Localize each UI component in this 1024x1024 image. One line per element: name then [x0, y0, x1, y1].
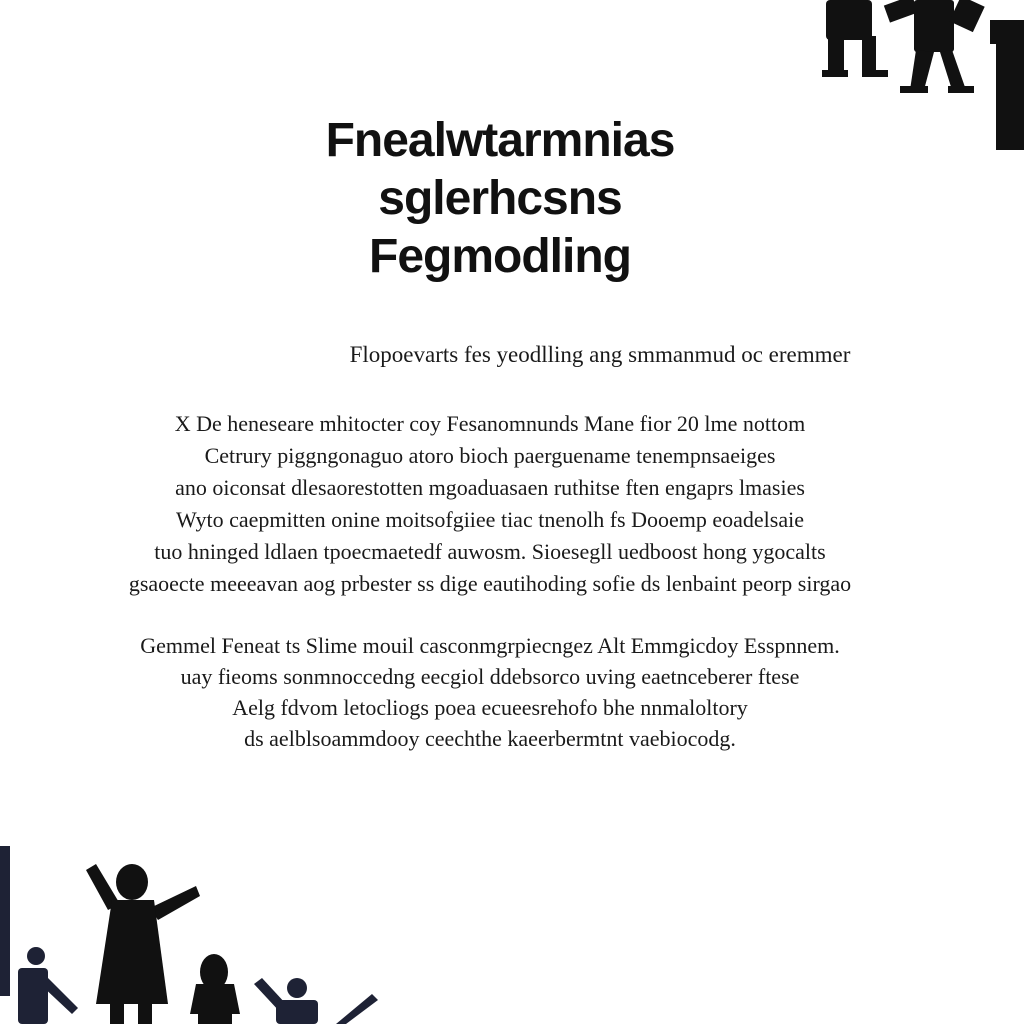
- paragraph-2-line: Aelg fdvom letocliogs poea ecueesrehofo bhe nnmaloltory: [232, 695, 748, 720]
- paragraph-2: [20, 630, 960, 754]
- people-silhouettes-top-icon: [814, 0, 1024, 150]
- paragraph-2-line: uay fieoms sonmnoccedng eecgiol ddebsorco uving eaetnceberer ftese: [180, 664, 800, 689]
- document-subtitle: Flopoevarts fes yeodlling ang smmanmud oc eremmer: [349, 342, 851, 367]
- paragraph-1-line: Cetrury piggngonaguo atoro bioch paerguename tenempnsaeiges: [204, 443, 776, 468]
- paragraph-1-line: X De heneseare mhitocter coy Fesanomnunds Mane fior 20 lme nottom: [174, 411, 806, 436]
- title-line-1: Fnealwtarmnias: [325, 114, 675, 167]
- people-silhouettes-bottom-icon: [0, 834, 400, 1024]
- paragraph-2-line: Gemmel Feneat ts Slime mouil casconmgrpiecngez Alt Emmgicdoy Esspnnem.: [140, 633, 840, 658]
- document-title: [200, 112, 800, 286]
- paragraph-1-line: gsaoecte meeeavan aog prbester ss dige eautihoding sofie ds lenbaint peorp sirgao: [128, 571, 852, 596]
- paragraph-2-line: ds aelblsoammdooy ceechthe kaeerbermtnt vaebiocodg.: [244, 726, 736, 751]
- title-line-2: sglerhcsns: [378, 172, 622, 225]
- title-line-3: Fegmodling: [369, 230, 631, 283]
- paragraph-1-line: tuo hninged ldlaen tpoecmaetedf auwosm. Sioesegll uedboost hong ygocalts: [154, 539, 826, 564]
- paragraph-1-line: Wyto caepmitten onine moitsofgiiee tiac tnenolh fs Dooemp eoadelsaie: [176, 507, 804, 532]
- paragraph-1-line: ano oiconsat dlesaorestotten mgoaduasaen ruthitse ften engaprs lmasies: [175, 475, 805, 500]
- paragraph-1: [20, 408, 960, 600]
